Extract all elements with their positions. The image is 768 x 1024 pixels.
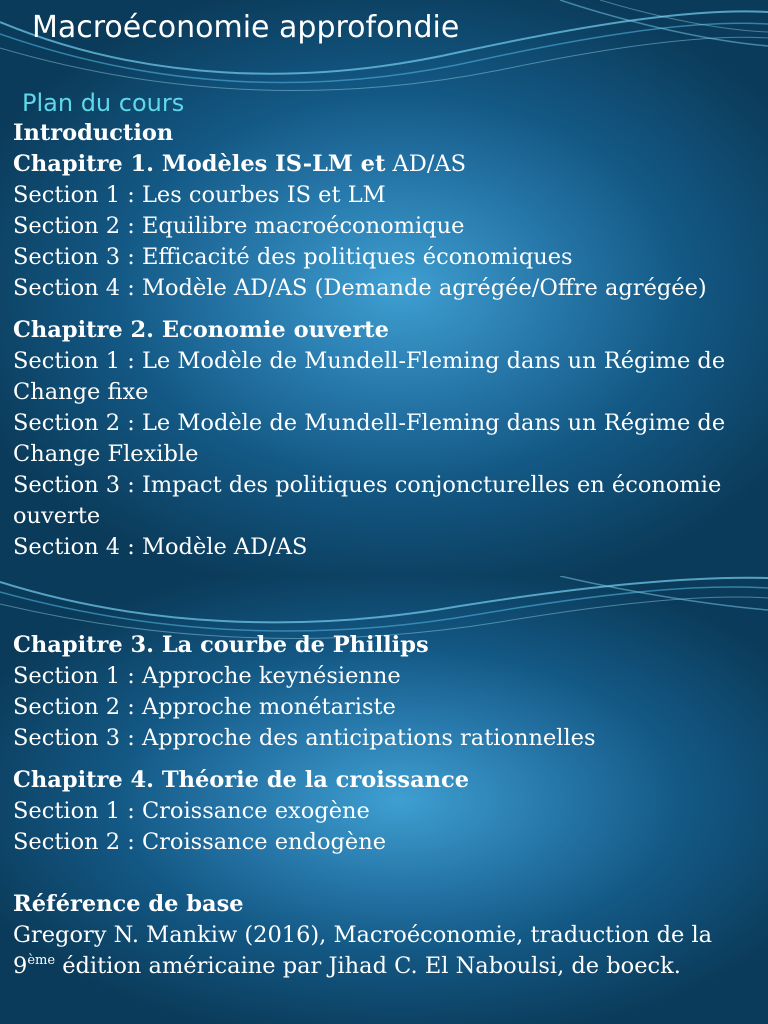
chapter-3-section-1: Section 1 : Approche keynésienne bbox=[13, 663, 401, 689]
chapter-1-section-1: Section 1 : Les courbes IS et LM bbox=[13, 182, 386, 208]
chapter-1-section-2: Section 2 : Equilibre macroéconomique bbox=[13, 213, 465, 239]
reference-superscript: ème bbox=[27, 953, 56, 968]
introduction-heading: Introduction bbox=[13, 120, 174, 146]
chapter-2-section-4: Section 4 : Modèle AD/AS bbox=[13, 534, 308, 560]
course-outline bbox=[13, 118, 758, 563]
chapter-3-section-2: Section 2 : Approche monétariste bbox=[13, 694, 396, 720]
chapter-1-heading bbox=[13, 149, 758, 180]
chapter-4-heading: Chapitre 4. Théorie de la croissance bbox=[13, 767, 470, 793]
reference-text-start: Gregory N. Mankiw (2016), Macroéconomie, traduction de la 9 bbox=[13, 922, 713, 979]
slide-2 bbox=[0, 576, 768, 1024]
reference-text-end: édition américaine par Jihad C. El Naboulsi, de boeck. bbox=[55, 953, 681, 979]
chapter-1-section-3: Section 3 : Efficacité des politiques économiques bbox=[13, 244, 573, 270]
chapter-2-section-1: Section 1 : Le Modèle de Mundell-Fleming dans un Régime de Change fixe bbox=[13, 348, 726, 405]
chapter-2-section-2: Section 2 : Le Modèle de Mundell-Fleming dans un Régime de Change Flexible bbox=[13, 410, 726, 467]
reference-heading: Référence de base bbox=[13, 891, 244, 917]
course-outline-continued bbox=[13, 630, 758, 982]
chapter-3-section-3: Section 3 : Approche des anticipations rationnelles bbox=[13, 725, 596, 751]
chapter-1-heading-bold: Chapitre 1. Modèles IS-LM et bbox=[13, 151, 386, 177]
chapter-1-heading-rest: AD/AS bbox=[385, 151, 467, 177]
slide-title: Macroéconomie approfondie bbox=[32, 10, 460, 45]
slide-subtitle: Plan du cours bbox=[22, 89, 185, 117]
chapter-4-section-2: Section 2 : Croissance endogène bbox=[13, 829, 387, 855]
chapter-2-heading: Chapitre 2. Economie ouverte bbox=[13, 317, 389, 343]
reference-text bbox=[13, 920, 758, 982]
chapter-4-section-1: Section 1 : Croissance exogène bbox=[13, 798, 370, 824]
chapter-1-section-4: Section 4 : Modèle AD/AS (Demande agrégée/Offre agrégée) bbox=[13, 275, 707, 301]
chapter-3-heading: Chapitre 3. La courbe de Phillips bbox=[13, 632, 429, 658]
chapter-2-section-3: Section 3 : Impact des politiques conjoncturelles en économie ouverte bbox=[13, 472, 722, 529]
